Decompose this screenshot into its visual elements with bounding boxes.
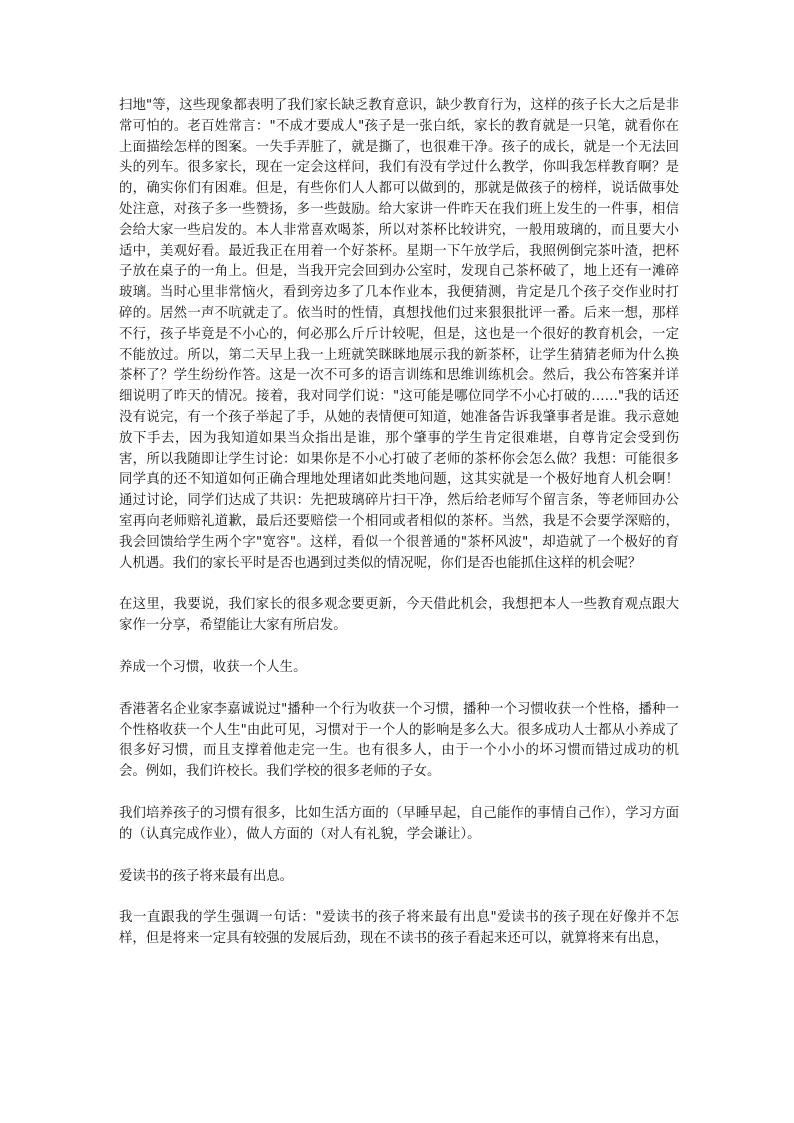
paragraph-reading-emphasis: 我一直跟我的学生强调一句话："爱读书的孩子将来最有出息"爱读书的孩子现在好像并不怎样，但是将来一定具有较强的发展后劲，现在不读书的孩子看起来还可以，就算将来有出息， (119, 910, 679, 947)
paragraph-update-concepts: 在这里，我要说，我们家长的很多观念要更新，今天借此机会，我想把本人一些教育观点跟大家作一分享，希望能让大家有所启发。 (119, 597, 679, 634)
heading-habits: 养成一个习惯，收获一个人生。 (119, 659, 307, 675)
paragraph-li-ka-shing-quote: 香港著名企业家李嘉诚说过"播种一个行为收获一个习惯，播种一个习惯收获一个性格，播种一个性格收获一个人生"由此可见，习惯对于一个人的影响是多么大。很多成功人士都从小养成了很多好习惯，而且支撑着他走完一生。也有很多人，由于一个小小的坏习惯而错过成功的机会。例如，我们许校长。我们学校的很多老师的子女。 (119, 701, 679, 780)
document-page (119, 96, 679, 971)
paragraph-teacup-story: 扫地"等，这些现象都表明了我们家长缺乏教育意识，缺少教育行为，这样的孩子长大之后是非常可怕的。老百姓常言："不成才要成人"孩子是一张白纸，家长的教育就是一只笔，就看你在上面描绘怎样的图案。一失手弄脏了，就是撕了，也很难干净。孩子的成长，就是一个无法回头的列车。很多家长，现在一定会这样问，我们有没有学过什么教学，你叫我怎样教育啊？是的，确实你们有困难。但是，有些你们人人都可以做到的，那就是做孩子的榜样，说话做事处处注意，对孩子多一些赞扬，多一些鼓励。给大家讲一件昨天在我们班上发生的一件事，相信会给大家一些启发的。本人非常喜欢喝茶，所以对茶杯比较讲究，一般用玻璃的，而且要大小适中，美观好看。最近我正在用着一个好茶杯。星期一下午放学后，我照例倒完茶叶渣，把杯子放在桌子的一角上。但是，当我开完会回到办公室时，发现自己茶杯破了，地上还有一滩碎玻璃。当时心里非常恼火，看到旁边多了几本作业本，我便猜测，肯定是几个孩子交作业时打碎的。居然一声不吭就走了。依当时的性情，真想找他们过来狠狠批评一番。后来一想，那样不行，孩子毕竟是不小心的，何必那么斤斤计较呢，但是，这也是一个很好的教育机会，一定不能放过。所以，第二天早上我一上班就笑眯眯地展示我的新茶杯，让学生猜猜老师为什么换茶杯了？学生纷纷作答。这是一次不可多的语言训练和思维训练机会。然后，我公布答案并详细说明了昨天的情况。接着，我对同学们说："这可能是哪位同学不小心打破的……"我的话还没有说完，有一个孩子举起了手，从她的表情便可知道，她准备告诉我肇事者是谁。我示意她放下手去，因为我知道如果当众指出是谁，那个肇事的学生肯定很难堪，自尊肯定会受到伤害，所以我随即让学生讨论：如果你是不小心打破了老师的茶杯你会怎么做？我想：可能很多同学真的还不知道如何正确合理地处理诸如此类地问题，这其实就是一个极好地育人机会啊！通过讨论，同学们达成了共识：先把玻璃碎片扫干净，然后给老师写个留言条，等老师回办公室再向老师赔礼道歉，最后还要赔偿一个相同或者相似的茶杯。当然，我是不会要学深赔的，我会回馈给学生两个字"宽容"。这样，看似一个很普通的"茶杯风波"，却造就了一个极好的育人机遇。我们的家长平时是否也遇到过类似的情况呢，你们是否也能抓住这样的机会呢？ (119, 98, 679, 571)
heading-reading: 爱读书的孩子将来最有出息。 (119, 868, 294, 884)
paragraph-habit-types: 我们培养孩子的习惯有很多，比如生活方面的（早睡早起，自己能作的事情自己作），学习方面的（认真完成作业），做人方面的（对人有礼貌，学会谦让）。 (119, 805, 679, 842)
